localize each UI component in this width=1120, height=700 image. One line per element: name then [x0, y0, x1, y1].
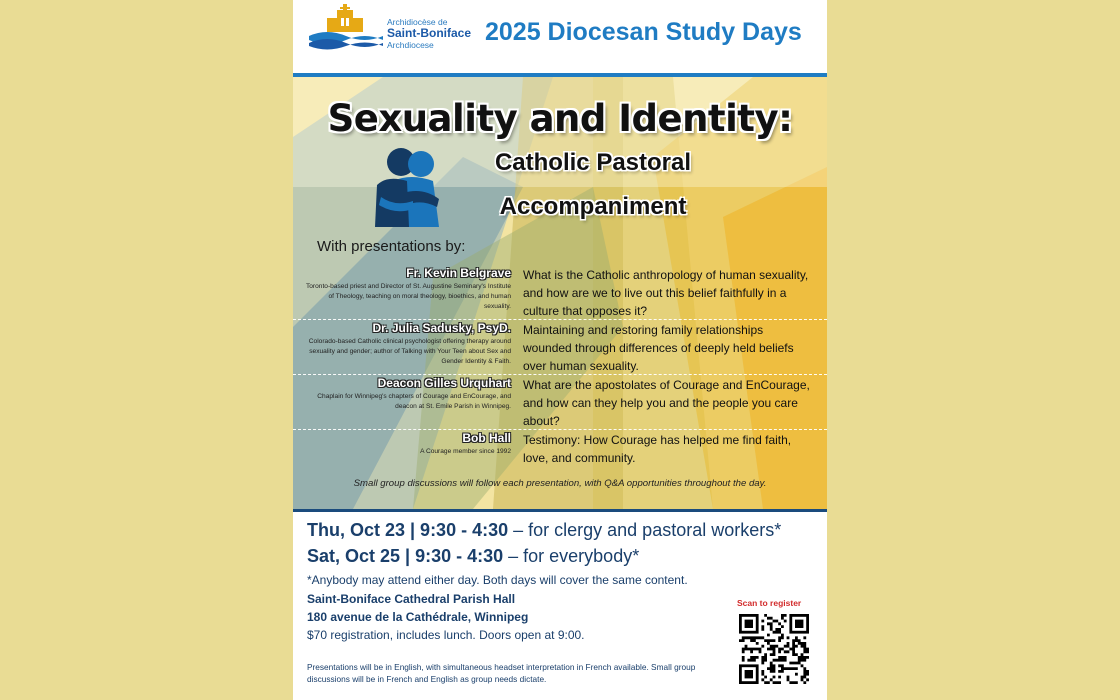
date-1-bold: Thu, Oct 23 | 9:30 - 4:30 — [307, 520, 509, 540]
cathedral-logo-icon — [307, 4, 385, 52]
header-title: 2025 Diocesan Study Days — [485, 18, 802, 46]
speaker-name: Fr. Kevin Belgrave — [406, 266, 511, 280]
subtitle-line-1: Catholic Pastoral — [494, 149, 692, 176]
logo-line-1: Archidiocèse de — [387, 17, 448, 27]
schedule-divider — [293, 509, 827, 512]
language-note: Presentations will be in English, with simultaneous headset interpretation in French available. Small group discussions will be in French and English as group needs dictate. — [307, 662, 696, 684]
presentations-intro: With presentations by: — [317, 238, 466, 255]
speaker-bio: Chaplain for Winnipeg's chapters of Courage and EnCourage, and deacon at St. Emile Parish in Winnipeg. — [317, 393, 511, 410]
subtitle-line-2: Accompaniment — [499, 193, 687, 220]
speaker-topic: Testimony: How Courage has helped me find faith, love, and community. — [523, 433, 792, 465]
speaker-bio: Toronto-based priest and Director of St. Augustine Seminary's Institute of Theology, teaching on moral theology, bioethics, and human sexuality. — [305, 283, 511, 310]
hug-icon — [373, 147, 445, 229]
registration-info: $70 registration, includes lunch. Doors open at 9:00. — [307, 628, 585, 642]
speaker-topic: Maintaining and restoring family relationships wounded through differences of deeply held beliefs over human sexuality. — [523, 323, 794, 373]
speaker-topic: What is the Catholic anthropology of human sexuality, and how are we to live out this belief faithfully in a culture that opposes it? — [523, 268, 809, 318]
row-divider — [293, 429, 827, 430]
scan-label: Scan to register — [737, 598, 802, 608]
speaker-bio: Colorado-based Catholic clinical psychologist offering therapy around sexuality and gender; author of Talking with Your Teen about Sex and Gender Identity & Faith. — [308, 338, 511, 365]
logo-line-3: Archdiocese — [387, 40, 434, 50]
schedule-panel — [293, 509, 827, 700]
main-panel — [293, 77, 827, 509]
poster — [293, 0, 827, 700]
venue-address: 180 avenue de la Cathédrale, Winnipeg — [307, 610, 529, 624]
speaker-name: Deacon Gilles Urquhart — [377, 376, 511, 390]
speaker-bio: A Courage member since 1992 — [420, 448, 511, 455]
date-line-1 — [307, 520, 781, 541]
speaker-name: Bob Hall — [462, 431, 511, 445]
date-2-bold: Sat, Oct 25 | 9:30 - 4:30 — [307, 546, 504, 566]
speaker-name: Dr. Julia Sadusky, PsyD. — [372, 321, 511, 335]
small-group-note: Small group discussions will follow each presentation, with Q&A opportunities throughout the day. — [353, 478, 767, 489]
logo-line-2: Saint-Boniface — [387, 26, 472, 40]
date-1-audience: – for clergy and pastoral workers* — [508, 520, 782, 540]
qr-code[interactable] — [739, 614, 809, 684]
date-line-2 — [307, 546, 639, 567]
header — [293, 0, 827, 74]
logo-text — [387, 17, 471, 50]
row-divider — [293, 319, 827, 320]
speaker-topic: What are the apostolates of Courage and EnCourage, and how can they help you and the people you care about? — [523, 378, 810, 428]
row-divider — [293, 374, 827, 375]
attendance-note: *Anybody may attend either day. Both days will cover the same content. — [307, 573, 688, 587]
date-2-audience: – for everybody* — [503, 546, 640, 566]
main-title: Sexuality and Identity: — [327, 97, 793, 140]
venue-name: Saint-Boniface Cathedral Parish Hall — [307, 592, 516, 606]
